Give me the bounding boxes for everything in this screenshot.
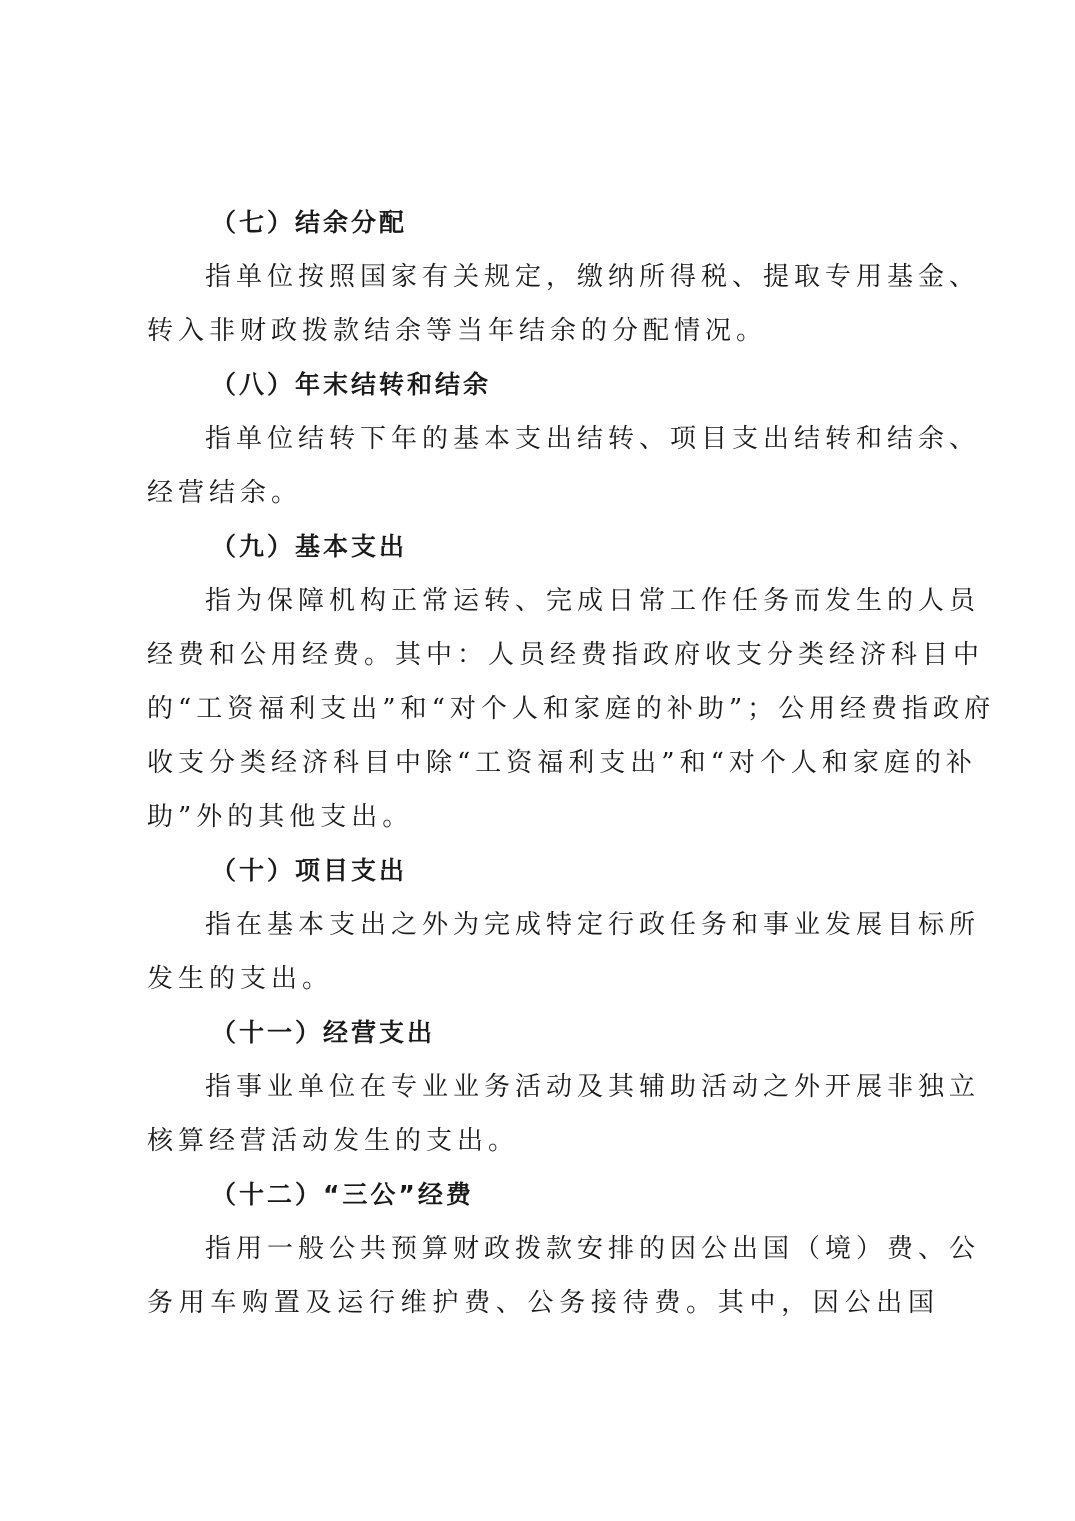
paragraph-line: 指单位结转下年的基本支出结转、项目支出结转和结余、 xyxy=(205,424,981,454)
section-paragraph-9 xyxy=(147,574,996,844)
paragraph-line: 发生的支出。 xyxy=(147,964,334,994)
section-heading-10: （十）项目支出 xyxy=(211,856,408,885)
document-body xyxy=(147,196,996,1330)
section-paragraph-11 xyxy=(147,1060,981,1168)
paragraph-line: 经费和公用经费。其中：人员经费指政府收支分类经济科目中 xyxy=(147,640,985,670)
section-heading-12: （十二）“三公”经费 xyxy=(211,1180,474,1209)
section-heading-7: （七）结余分配 xyxy=(211,208,408,237)
paragraph-line: 核算经营活动发生的支出。 xyxy=(147,1126,520,1156)
paragraph-line: 指事业单位在专业业务活动及其辅助活动之外开展非独立 xyxy=(205,1072,981,1102)
paragraph-line: 的“工资福利支出”和“对个人和家庭的补助”；公用经费指政府 xyxy=(147,694,996,724)
section-paragraph-12 xyxy=(147,1222,981,1330)
paragraph-line: 收支分类经济科目中除“工资福利支出”和“对个人和家庭的补 xyxy=(147,748,977,778)
section-paragraph-7 xyxy=(147,250,981,358)
section-heading-11: （十一）经营支出 xyxy=(211,1018,436,1047)
paragraph-line: 助”外的其他支出。 xyxy=(147,802,414,832)
paragraph-line: 经营结余。 xyxy=(147,478,303,508)
paragraph-line: 指用一般公共预算财政拨款安排的因公出国（境）费、公 xyxy=(205,1234,981,1264)
section-paragraph-10 xyxy=(147,898,981,1006)
section-heading-9: （九）基本支出 xyxy=(211,532,408,561)
paragraph-line: 务用车购置及运行维护费、公务接待费。其中，因公出国 xyxy=(147,1288,939,1318)
paragraph-line: 转入非财政拨款结余等当年结余的分配情况。 xyxy=(147,316,768,346)
paragraph-line: 指单位按照国家有关规定，缴纳所得税、提取专用基金、 xyxy=(205,262,981,292)
section-paragraph-8 xyxy=(147,412,981,520)
paragraph-line: 指为保障机构正常运转、完成日常工作任务而发生的人员 xyxy=(205,586,981,616)
paragraph-line: 指在基本支出之外为完成特定行政任务和事业发展目标所 xyxy=(205,910,981,940)
section-heading-8: （八）年末结转和结余 xyxy=(211,370,492,399)
